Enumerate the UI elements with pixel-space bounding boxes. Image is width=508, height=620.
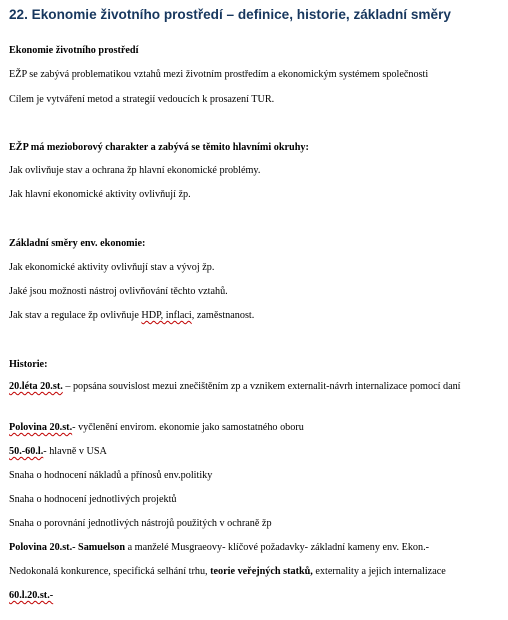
section-heading-okruhy: EŽP má mezioborový charakter a zabývá se těmito hlavními okruhy: [9,142,309,153]
text-run-spellcheck: HDP, inflaci [141,310,192,321]
paragraph [9,309,254,322]
document-title: 22. Ekonomie životního prostředí – definice, historie, základní směry [9,7,451,22]
text-run: externality a jejich internalizace [312,566,446,577]
text-run-bold: 50.-60.l. [9,446,44,457]
text-run: – popsána souvislost mezui znečištěním zp a vznikem externalit-návrh internalizace pomocí daní [62,381,461,392]
text-run: - vyčlenění envirom. ekonomie jako samostatného oboru [72,422,304,433]
text-run-bold: teorie veřejných statků, [210,566,313,577]
paragraph: Snaha o porovnání jednotlivých nástrojů použitých v ochraně žp [9,518,272,529]
section-heading-historie: Historie: [9,359,48,370]
paragraph: Jaké jsou možnosti nástroj ovlivňování těchto vztahů. [9,286,228,297]
section-heading-smery: Základní směry env. ekonomie: [9,238,146,249]
paragraph [9,380,499,393]
paragraph [9,541,429,554]
paragraph [9,589,53,602]
text-run: a manželé Musgraeovy- klíčové požadavky- základní kameny env. Ekon.- [125,542,430,553]
paragraph [9,445,107,458]
paragraph: EŽP se zabývá problematikou vztahů mezi životním prostředím a ekonomickým systémem společnosti [9,69,429,80]
text-run: Nedokonalá konkurence, specifická selhání trhu, [9,566,211,577]
paragraph: Cílem je vytváření metod a strategií vedoucích k prosazení TUR. [9,94,275,105]
text-run-bold: 60.l.20.st.- [9,590,54,601]
text-run: , zaměstnanost. [191,310,255,321]
section-heading-ezp: Ekonomie životního prostředí [9,45,139,56]
paragraph: Snaha o hodnocení nákladů a přínosů env.politiky [9,470,213,481]
paragraph [9,421,304,434]
paragraph [9,565,446,578]
paragraph: Jak ovlivňuje stav a ochrana žp hlavní ekonomické problémy. [9,165,261,176]
text-run-bold: Polovina 20.st.- Samuelson [9,542,126,553]
paragraph: Jak ekonomické aktivity ovlivňují stav a vývoj žp. [9,262,215,273]
text-run: - hlavně v USA [43,446,107,457]
text-run-bold: 20.léta 20.st. [9,381,63,392]
text-run-bold: Polovina 20.st. [9,422,73,433]
paragraph: Jak hlavní ekonomické aktivity ovlivňují žp. [9,189,191,200]
text-run: Jak stav a regulace žp ovlivňuje [9,310,142,321]
paragraph: Snaha o hodnocení jednotlivých projektů [9,494,177,505]
